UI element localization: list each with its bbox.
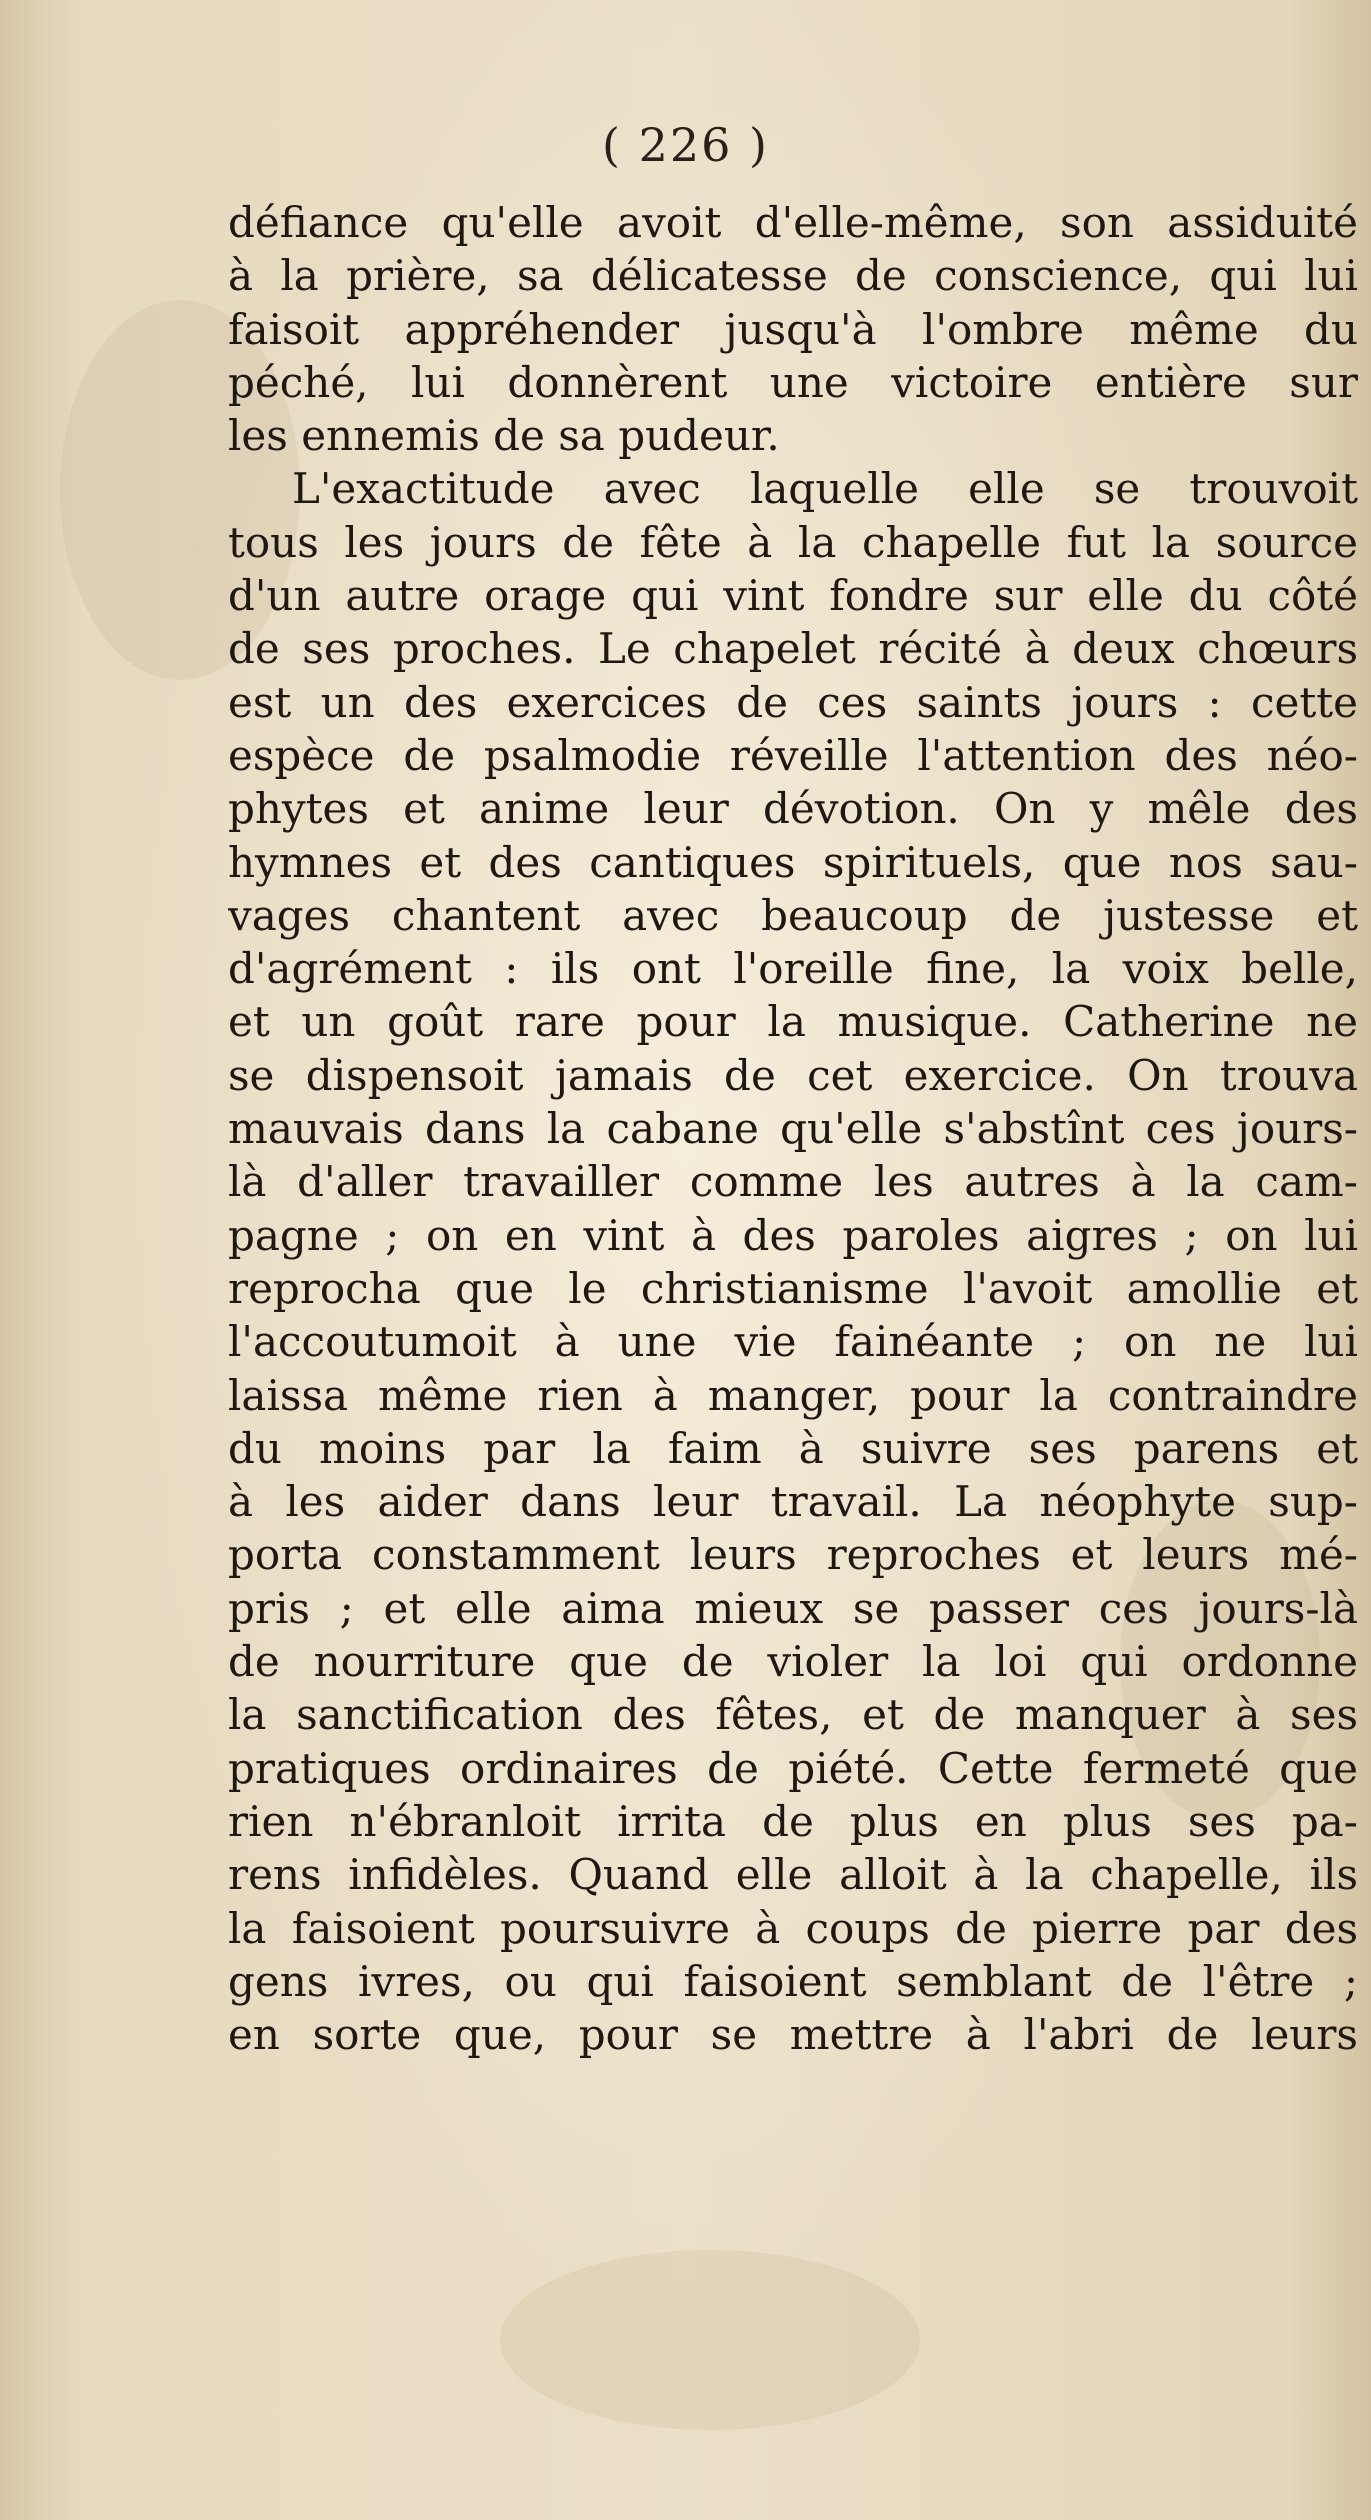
text-line: à les aider dans leur travail. La néophyte sup-	[228, 1477, 1358, 1527]
text-line: pratiques ordinaires de piété. Cette fermeté que	[228, 1743, 1358, 1793]
paragraph-start-line: L'exactitude avec laquelle elle se trouvoit	[292, 464, 1358, 514]
text-line: phytes et anime leur dévotion. On y mêle des	[228, 784, 1358, 834]
page-number-header: ( 226 )	[602, 118, 769, 172]
text-line: en sorte que, pour se mettre à l'abri de leurs	[228, 2010, 1358, 2060]
text-line: péché, lui donnèrent une victoire entière sur	[228, 357, 1358, 407]
text-line: et un goût rare pour la musique. Catherine ne	[228, 997, 1358, 1047]
text-line: mauvais dans la cabane qu'elle s'abstînt ces jours-	[228, 1104, 1358, 1154]
text-line: se dispensoit jamais de cet exercice. On trouva	[228, 1050, 1358, 1100]
text-line: pris ; et elle aima mieux se passer ces jours-là	[228, 1583, 1358, 1633]
text-line: tous les jours de fête à la chapelle fut la source	[228, 517, 1358, 567]
text-line: l'accoutumoit à une vie fainéante ; on ne lui	[228, 1317, 1358, 1367]
text-line: pagne ; on en vint à des paroles aigres ; on lui	[228, 1210, 1358, 1260]
text-line: rens infidèles. Quand elle alloit à la chapelle, ils	[228, 1850, 1358, 1900]
text-line: d'un autre orage qui vint fondre sur elle du côté	[228, 571, 1358, 621]
text-line: laissa même rien à manger, pour la contraindre	[228, 1370, 1358, 1420]
text-line: d'agrément : ils ont l'oreille fine, la voix belle,	[228, 944, 1358, 994]
text-line: à la prière, sa délicatesse de conscience, qui lui	[228, 251, 1358, 301]
text-line: est un des exercices de ces saints jours : cette	[228, 677, 1358, 727]
text-line: gens ivres, ou qui faisoient semblant de l'être ;	[228, 1956, 1358, 2006]
text-line: du moins par la faim à suivre ses parens et	[228, 1423, 1358, 1473]
body-text	[228, 196, 1358, 2061]
text-line: hymnes et des cantiques spirituels, que nos sau-	[228, 837, 1358, 887]
text-line: rien n'ébranloit irrita de plus en plus ses pa-	[228, 1796, 1358, 1846]
text-line: faisoit appréhender jusqu'à l'ombre même du	[228, 304, 1358, 354]
text-line: les ennemis de sa pudeur.	[228, 411, 780, 461]
text-line: reprocha que le christianisme l'avoit amollie et	[228, 1263, 1358, 1313]
text-line: vages chantent avec beaucoup de justesse et	[228, 890, 1358, 940]
text-line: de ses proches. Le chapelet récité à deux chœurs	[228, 624, 1358, 674]
text-line: de nourriture que de violer la loi qui ordonne	[228, 1637, 1358, 1687]
text-line: la sanctification des fêtes, et de manquer à ses	[228, 1690, 1358, 1740]
text-line: là d'aller travailler comme les autres à la cam-	[228, 1157, 1358, 1207]
paper-stain	[500, 2250, 920, 2430]
text-line: espèce de psalmodie réveille l'attention des néo-	[228, 730, 1358, 780]
text-line: porta constamment leurs reproches et leurs mé-	[228, 1530, 1358, 1580]
text-line: défiance qu'elle avoit d'elle-même, son assiduité	[228, 198, 1358, 247]
text-line: la faisoient poursuivre à coups de pierre par des	[228, 1903, 1358, 1953]
